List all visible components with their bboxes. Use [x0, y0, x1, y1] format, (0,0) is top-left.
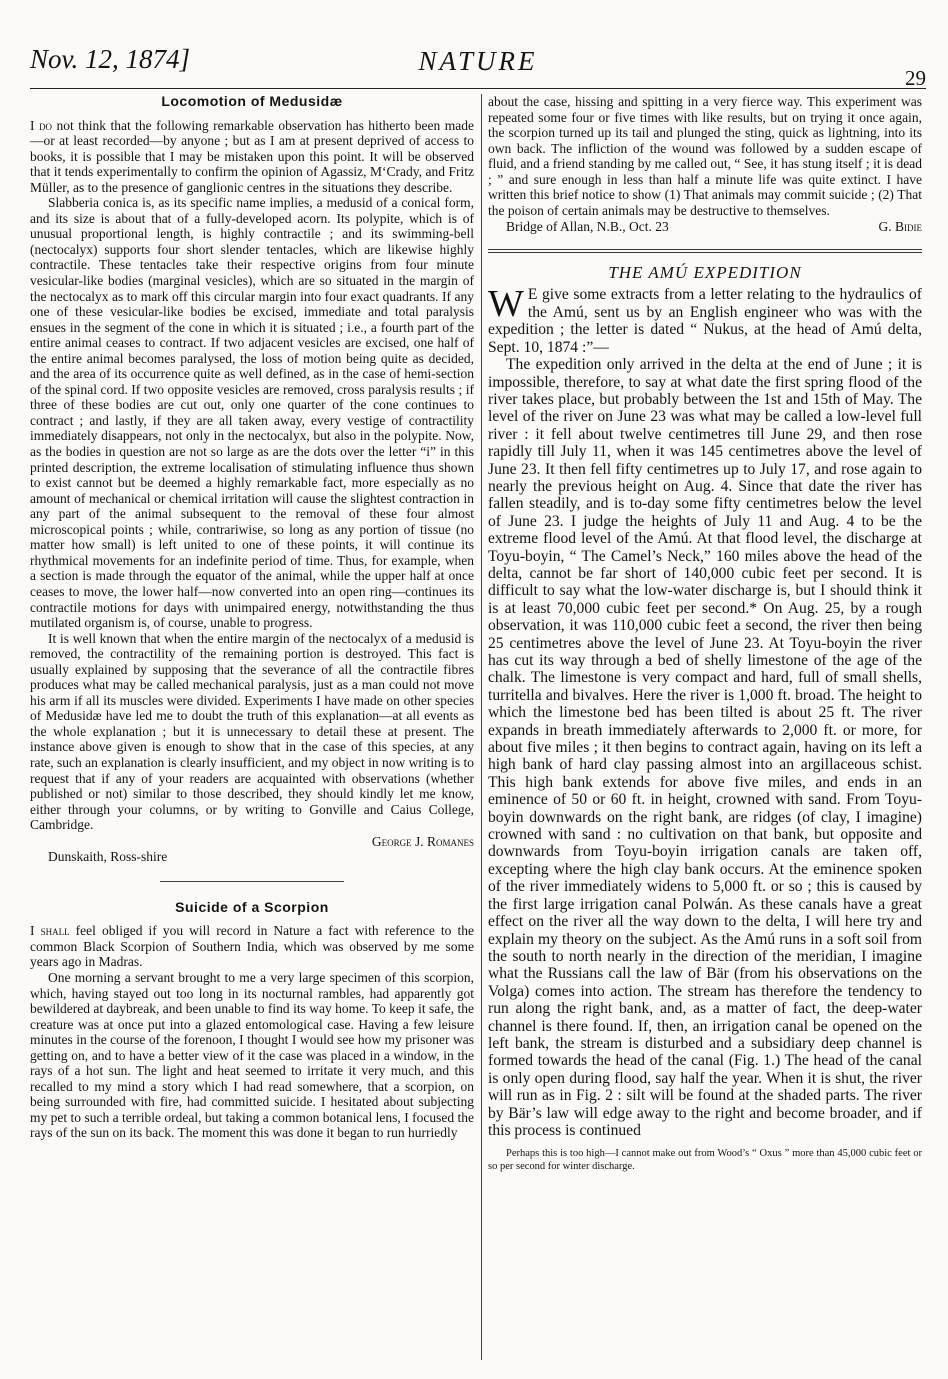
- drop-cap: W: [488, 283, 524, 326]
- amu-title: THE AMÚ EXPEDITION: [608, 262, 802, 282]
- medusidae-author: George J. Romanes: [371, 833, 474, 849]
- section-rule: [488, 249, 922, 253]
- medusidae-p1-text: not think that the following remarkable observation has hitherto been made—or at least recorded—by anyone ; but as I am at present deprived of access to books, it is possible that I may be mistaken upon this point. It will be observed that it tends experimentally to confirm the opinion of Agassiz, M‘Crady, and Fritz Müller, as to the presence of ganglionic centres in the situations they describe.: [30, 117, 474, 195]
- medusidae-signature: [30, 834, 474, 850]
- scorpion-p1-text: feel obliged if you will record in Nature a fact with reference to the common Black Scorpion of Southern India, which was observed by me some years ago in Madras.: [30, 923, 474, 970]
- left-column: [30, 94, 474, 1141]
- scorpion-lead: I shall: [30, 923, 70, 939]
- scorpion-paragraph-2-continued: about the case, hissing and spitting in a very fierce way. This experiment was repeated some four or five times with like results, but on trying it once again, the scorpion turned up its tail and plunged the sting, quick as lightning, into its own back. The infliction of the wound was followed by a sudden escape of fluid, and a friend standing by me called out, “ See, it has stung itself ; it is dead ; ” and sure enough in less than half a minute life was quite extinct. I have written this brief notice to show (1) That animals may commit suicide ; (2) That the poison of certain animals may be destructive to themselves.: [488, 94, 922, 218]
- scorpion-author: G. Bidie: [878, 219, 922, 235]
- scorpion-paragraph-1: [30, 923, 474, 970]
- amu-footnote: Perhaps this is too high—I cannot make out from Wood’s “ Oxus ” more than 45,000 cubic feet or so per second for winter discharge.: [488, 1148, 922, 1173]
- medusidae-paragraph-2: Slabberia conica is, as its specific name implies, a medusid of a conical form, and its size is about that of a fully-developed acorn. Its polypite, which is of unusual proportional length, is highly contractile ; and its swimming-bell (nectocalyx) supports four short slender tentacles, which are likewise highly contractile. These tentacles take their respective origins from four minute vesicular-like bodies (marginal vesicles), which are so situated in the margin of the nectocalyx as to mark off this circular margin into four exact quadrants. If any one of these vesicular-like bodies be excised, immediate and total paralysis ensues in the segment of the cone in which it is situated ; i.e., a fourth part of the entire animal ceases to contract. If two adjacent vesicles are excised, one half of the entire animal becomes paralysed, the loss of motion being quite as decided, and the area of its occurrence quite as well defined, as in the case of hemi-section of the spinal cord. If two opposite vesicles are removed, cross paralysis results ; if three of these bodies are cut out, only one quarter of the cone continues to contract ; and lastly, if they are all taken away, every vestige of contractility immediately disappears, not only in the nectocalyx, but also in the polypite. Now, as the bodies in question are not so large as are the dots over the letter “i” in this printed description, the extreme localisation of stimulating influence thus shown to exist cannot but be deemed a highly remarkable fact, more especially as no amount of mechanical or chemical irritation will cause the slightest contraction in any part of the animal subsequent to the removal of these four almost microscopical points ; while, contrariwise, so long as any portion of tissue (no matter how small) is left united to one of these points, it will continue its rhythmical movements for an indefinite period of time. Thus, for example, when a section is made through the equator of the animal, while the upper half at once ceases to move, the lower half—now converted into an open ring—continues its contractile motions for days with unimpaired energy, notwithstanding the thus mutilated organism is, of course, unable to progress.: [30, 195, 474, 631]
- journal-title: NATURE: [418, 46, 538, 76]
- scorpion-title: Suicide of a Scorpion: [175, 898, 329, 915]
- scorpion-signature: [488, 219, 922, 235]
- scorpion-place: Bridge of Allan, N.B., Oct. 23: [506, 219, 669, 235]
- scorpion-paragraph-2: One morning a servant brought to me a very large specimen of this scorpion, which, having stayed out too long in its nocturnal rambles, had apparently got bewildered at daybreak, and been unable to find its way home. To keep it safe, the creature was at once put into a glazed entomological case. Having a few leisure minutes in the course of the forenoon, I thought I would see how my prisoner was getting on, and to have a better view of it the case was placed in a window, in the rays of a hot sun. The light and heat seemed to irritate it very much, and this recalled to my mind a story which I had read somewhere, that a scorpion, on being surrounded with fire, had committed suicide. I hesitated about subjecting my pet to such a terrible ordeal, but taking a common botanical lens, I focused the rays of the sun on its back. The moment this was done it began to run hurriedly: [30, 969, 474, 1141]
- medusidae-paragraph-1: [30, 118, 474, 196]
- right-column: [488, 94, 922, 1173]
- medusidae-place: Dunskaith, Ross-shire: [48, 849, 168, 865]
- medusidae-lead: I do: [30, 117, 52, 133]
- amu-p1-text: E give some extracts from a letter relating to the hydraulics of the Amú, sent us by an English engineer who was with the expedition ; the letter is dated “ Nukus, at the head of Amú delta, Sept. 10, 1874 :”—: [488, 286, 922, 356]
- medusidae-paragraph-3: It is well known that when the entire margin of the nectocalyx of a medusid is removed, the contractility of the remaining portion is destroyed. This fact is usually explained by supposing that the severance of all the contractile fibres produces what may be called mechanical paralysis, just as a man could not move his arm if all its muscles were divided. Experiments I have made on other species of Medusidæ have led me to doubt the truth of this explanation—at all events as the whole explanation ; but it is unnecessary to detail these at present. The instance above given is enough to show that in the case of this species, at any rate, such an explanation is clearly insufficient, and my object in now writing is to request that if any of your readers are acquainted with observations (whether published or not) similar to those described, they should kindly let me know, either through your columns, or by writing to Gonville and Caius College, Cambridge.: [30, 630, 474, 833]
- amu-paragraph-2: The expedition only arrived in the delta at the end of June ; it is impossible, therefore, to say at what date the first spring flood of the river takes place, but probably between the 1st and 15th of May. The level of the river on June 23 was what may be called a low-level full river : it fell about twelve centimetres till June 29, and then rose rapidly till July 11, when it was 145 centimetres above the level of June 23. It then fell fifty centimetres up to July 17, and rose again to nearly the previous height on Aug. 4. Since that date the river has fallen steadily, and is to-day some fifty centimetres below the level of June 23. I judge the heights of July 11 and Aug. 4 to be the extreme flood level of the Amú. At that flood level, the discharge at Toyu-boyin, “ The Camel’s Neck,” 160 miles above the head of the delta, cannot be far short of 140,000 cubic feet per second. It is difficult to say what the low-water discharge is, but I should think it is at least 70,000 cubic feet per second.* On Aug. 25, by a rough observation, it was 110,000 cubic feet a second, the river then being 25 centimetres above the level of June 23. At Toyu-boyin the river has cut its way through a bed of shelly limestone of the age of the chalk. The limestone is very compact and hard, full of small shells, turritella and bivalves. Here the river is 1,000 ft. broad. The height to which the limestone bed has been tilted is about 25 ft. The river expands in breath immediately afterwards to 2,000 ft. or more, for about five miles ; it then begins to contract again, having on its left a high bank of hard clay passing almost into an argillaceous schist. This high bank extends for above five miles, and ends in an eminence of 50 or 60 ft. in height, crowned with sand. From Toyu-boyin downwards on the right bank, are ridges (of clay, I imagine) crowned with sand : no cultivation on that bank, but opposite and downwards from Toyu-boyin irrigation canals are taken off, excepting where the high clay bank occurs. At the eminence spoken of the river immediately widens to 5,000 ft. or so ; this is caused by the first large irrigation canal Polwán. As these canals have a great effect on the river all the way down to the delta, I will here try and explain my theory on the subject. As the Amú runs in a soft soil from the south to north nearly in the direction of the meridian, I imagine what the Russians call the law of Bär (from his observations on the Volga) comes into action. The stream has therefore the tendency to run along the right bank, and, as a matter of fact, the deep-water channel is there found. If, then, an irrigation canal be opened on the left bank, the stream is disturbed and a subsidiary deep channel is formed towards the head of the canal (Fig. 1.) The head of the canal is only open during flood, say half the year. When it is shut, the river will run as in Fig. 2 : silt will be found at the shaded parts. The river by Bär’s law will edge away to the right and become broader, and if this process is continued: [488, 356, 922, 1139]
- page-number: 29: [905, 66, 926, 90]
- header-rule: [30, 88, 926, 89]
- medusidae-title: Locomotion of Medusidæ: [161, 93, 343, 109]
- article-separator: [160, 881, 344, 882]
- column-divider: [481, 94, 482, 1360]
- page-header: [30, 44, 926, 90]
- amu-body: [488, 283, 922, 1139]
- issue-date: Nov. 12, 1874]: [30, 44, 190, 74]
- amu-paragraph-1: [488, 283, 922, 356]
